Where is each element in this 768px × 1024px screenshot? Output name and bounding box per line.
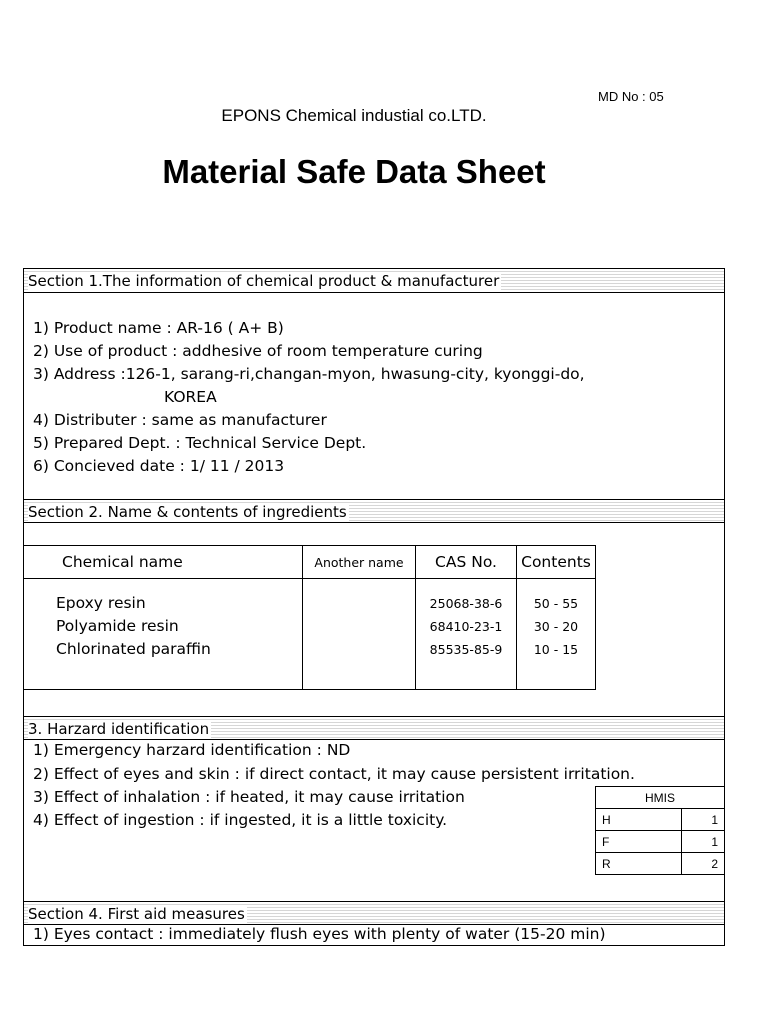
hmis-value: 1 bbox=[682, 809, 725, 831]
address-line: 3) Address :126-1, sarang-ri,changan-myon, hwasung-city, kyonggi-do, bbox=[33, 365, 585, 383]
ingredient-cas: 68410-23-1 bbox=[429, 619, 503, 634]
address-country-line: KOREA bbox=[164, 388, 217, 406]
ingredient-name: Polyamide resin bbox=[56, 617, 179, 635]
contents-cell bbox=[517, 579, 596, 690]
hmis-value: 2 bbox=[682, 853, 725, 875]
another-names-cell bbox=[303, 579, 416, 690]
hmis-value: 1 bbox=[682, 831, 725, 853]
product-use-line: 2) Use of product : addhesive of room temperature curing bbox=[33, 342, 483, 360]
hmis-table bbox=[595, 786, 725, 875]
ingredient-contents: 30 - 20 bbox=[533, 619, 579, 634]
eyes-skin-effect-line: 2) Effect of eyes and skin : if direct contact, it may cause persistent irritation. bbox=[33, 765, 635, 783]
emergency-hazard-line: 1) Emergency harzard identification : ND bbox=[33, 741, 351, 759]
section-2-heading: Section 2. Name & contents of ingredients bbox=[24, 499, 724, 523]
col-another-name: Another name bbox=[303, 546, 416, 579]
hmis-label: R bbox=[596, 853, 682, 875]
company-name: EPONS Chemical industial co.LTD. bbox=[221, 106, 487, 125]
chemical-names-cell bbox=[24, 579, 303, 690]
concieved-date-line: 6) Concieved date : 1/ 11 / 2013 bbox=[33, 457, 285, 475]
document-title: Material Safe Data Sheet bbox=[162, 153, 546, 190]
ingestion-effect-line: 4) Effect of ingestion : if ingested, it is a little toxicity. bbox=[33, 811, 448, 829]
distributer-line: 4) Distributer : same as manufacturer bbox=[33, 411, 327, 429]
hmis-label: H bbox=[596, 809, 682, 831]
hmis-title: HMIS bbox=[596, 787, 725, 809]
inhalation-effect-line: 3) Effect of inhalation : if heated, it may cause irritation bbox=[33, 788, 465, 806]
hmis-label: F bbox=[596, 831, 682, 853]
section-1-heading: Section 1.The information of chemical product & manufacturer bbox=[24, 269, 724, 293]
msds-frame bbox=[23, 268, 725, 946]
ingredient-another-name bbox=[303, 638, 415, 661]
ingredient-contents: 50 - 55 bbox=[533, 596, 579, 611]
ingredients-body-row bbox=[24, 579, 596, 690]
product-name-line: 1) Product name : AR-16 ( A+ B) bbox=[33, 319, 284, 337]
eyes-contact-line: 1) Eyes contact : immediately flush eyes with plenty of water (15-20 min) bbox=[33, 925, 606, 943]
prepared-dept-line: 5) Prepared Dept. : Technical Service Dept. bbox=[33, 434, 367, 452]
ingredients-table bbox=[23, 545, 596, 690]
col-cas-no: CAS No. bbox=[416, 546, 517, 579]
cas-numbers-cell bbox=[416, 579, 517, 690]
ingredient-cas: 85535-85-9 bbox=[429, 642, 503, 657]
document-number: MD No : 05 bbox=[598, 89, 664, 104]
ingredient-name: Epoxy resin bbox=[56, 594, 146, 612]
section-3-heading: 3. Harzard identification bbox=[24, 716, 724, 740]
ingredient-cas: 25068-38-6 bbox=[429, 596, 503, 611]
section-4-heading: Section 4. First aid measures bbox=[24, 901, 724, 925]
ingredients-header-row bbox=[24, 546, 596, 579]
ingredient-contents: 10 - 15 bbox=[533, 642, 579, 657]
ingredient-name: Chlorinated paraffin bbox=[56, 640, 211, 658]
ingredient-another-name bbox=[303, 615, 415, 638]
col-contents: Contents bbox=[517, 546, 596, 579]
ingredient-another-name bbox=[303, 592, 415, 615]
col-chemical-name: Chemical name bbox=[24, 546, 303, 579]
